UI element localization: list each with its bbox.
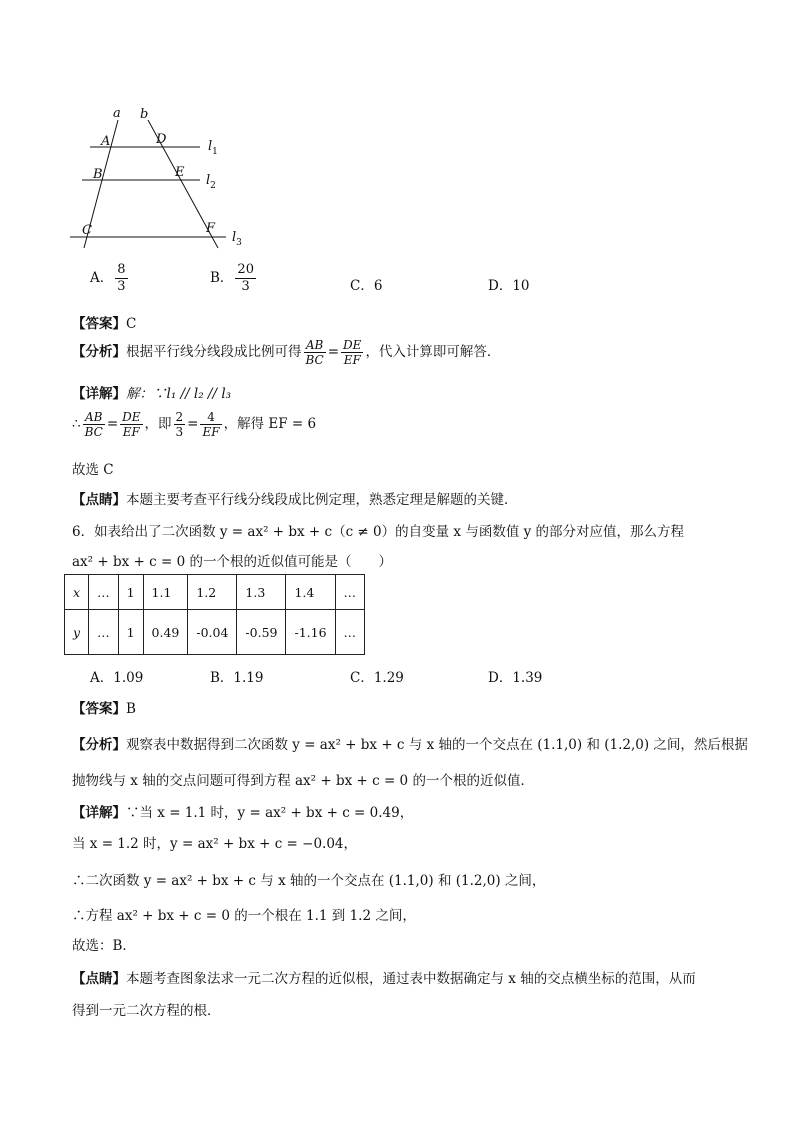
label-B: B	[93, 167, 103, 182]
q6-comment-line1: 【点睛】本题考查图象法求一元二次方程的近似根，通过表中数据确定与 x 轴的交点横坐标的范围，从而	[72, 971, 696, 987]
label-l3: $l_3$	[232, 230, 242, 248]
q5-option-c[interactable]: C．6	[350, 278, 383, 294]
q6-choose: 故选：B．	[72, 938, 136, 954]
label-l2: $l_2$	[206, 173, 216, 191]
q5-option-d[interactable]: D．10	[488, 278, 530, 294]
fraction: $\frac{8}{3}$	[117, 262, 126, 294]
table-row: y … 1 0.49 -0.04 -0.59 -1.16 …	[65, 610, 365, 655]
q6-option-d[interactable]: D．1.39	[488, 670, 543, 686]
table-row: x … 1 1.1 1.2 1.3 1.4 …	[65, 575, 365, 610]
q5-detail-step2: ∴ $\frac{AB}{BC}$ = $\frac{DE}{EF}$ ，即 $\frac{2}{3}$ = $\frac{4}{EF}$ ，解得 EF = 6	[72, 410, 317, 439]
label-a: a	[113, 106, 121, 121]
q6-stem-line2: ax² + bx + c = 0 的一个根的近似值可能是（ ）	[72, 554, 392, 570]
q6-option-c[interactable]: C．1.29	[350, 670, 404, 686]
q6-detail-line4: ∴方程 ax² + bx + c = 0 的一个根在 1.1 到 1.2 之间，	[72, 908, 416, 924]
fraction: $\frac{20}{3}$	[237, 262, 254, 294]
label-A: A	[101, 134, 111, 149]
label-l1: $l_1$	[208, 139, 218, 157]
q5-detail: 【详解】解：∵l₁ // l₂ // l₃	[72, 386, 232, 402]
q6-comment-line2: 得到一元二次方程的根．	[72, 1003, 221, 1019]
q5-choose: 故选 C	[72, 462, 114, 478]
q6-detail-line1: 【详解】∵当 x = 1.1 时，y = ax² + bx + c = 0.49，	[72, 805, 414, 821]
label-b: b	[140, 107, 149, 122]
q6-analysis-line2: 抛物线与 x 轴的交点问题可得到方程 ax² + bx + c = 0 的一个根的近似值．	[72, 773, 534, 789]
q6-option-a[interactable]: A．1.09	[90, 670, 144, 686]
q6-detail-line2: 当 x = 1.2 时，y = ax² + bx + c = −0.04，	[72, 836, 358, 852]
q6-analysis-line1: 【分析】观察表中数据得到二次函数 y = ax² + bx + c 与 x 轴的一个交点在 (1.1,0) 和 (1.2,0) 之间，然后根据	[72, 737, 748, 753]
q5-comment: 【点睛】本题主要考查平行线分线段成比例定理，熟悉定理是解题的关键．	[72, 492, 518, 508]
q5-option-a[interactable]: A． $\frac{8}{3}$	[90, 262, 126, 294]
label-D: D	[156, 132, 167, 147]
q6-answer: 【答案】B	[72, 701, 136, 717]
label-F: F	[206, 221, 216, 236]
q6-stem-line1: 6．如表给出了二次函数 y = ax² + bx + c（c ≠ 0）的自变量 x 与函数值 y 的部分对应值，那么方程	[72, 524, 685, 540]
label-C: C	[82, 223, 92, 238]
q5-option-b[interactable]: B． $\frac{20}{3}$	[210, 262, 254, 294]
q6-detail-line3: ∴二次函数 y = ax² + bx + c 与 x 轴的一个交点在 (1.1,0) 和 (1.2,0) 之间，	[72, 873, 546, 889]
q6-option-b[interactable]: B．1.19	[210, 670, 264, 686]
q5-analysis: 【分析】根据平行线分线段成比例可得 $\frac{AB}{BC}$ = $\frac{DE}{EF}$ ，代入计算即可解答．	[72, 338, 501, 367]
value-table	[64, 574, 365, 655]
parallel-lines-figure	[60, 100, 260, 255]
q5-answer: 【答案】C	[72, 316, 137, 332]
label-E: E	[175, 165, 185, 180]
